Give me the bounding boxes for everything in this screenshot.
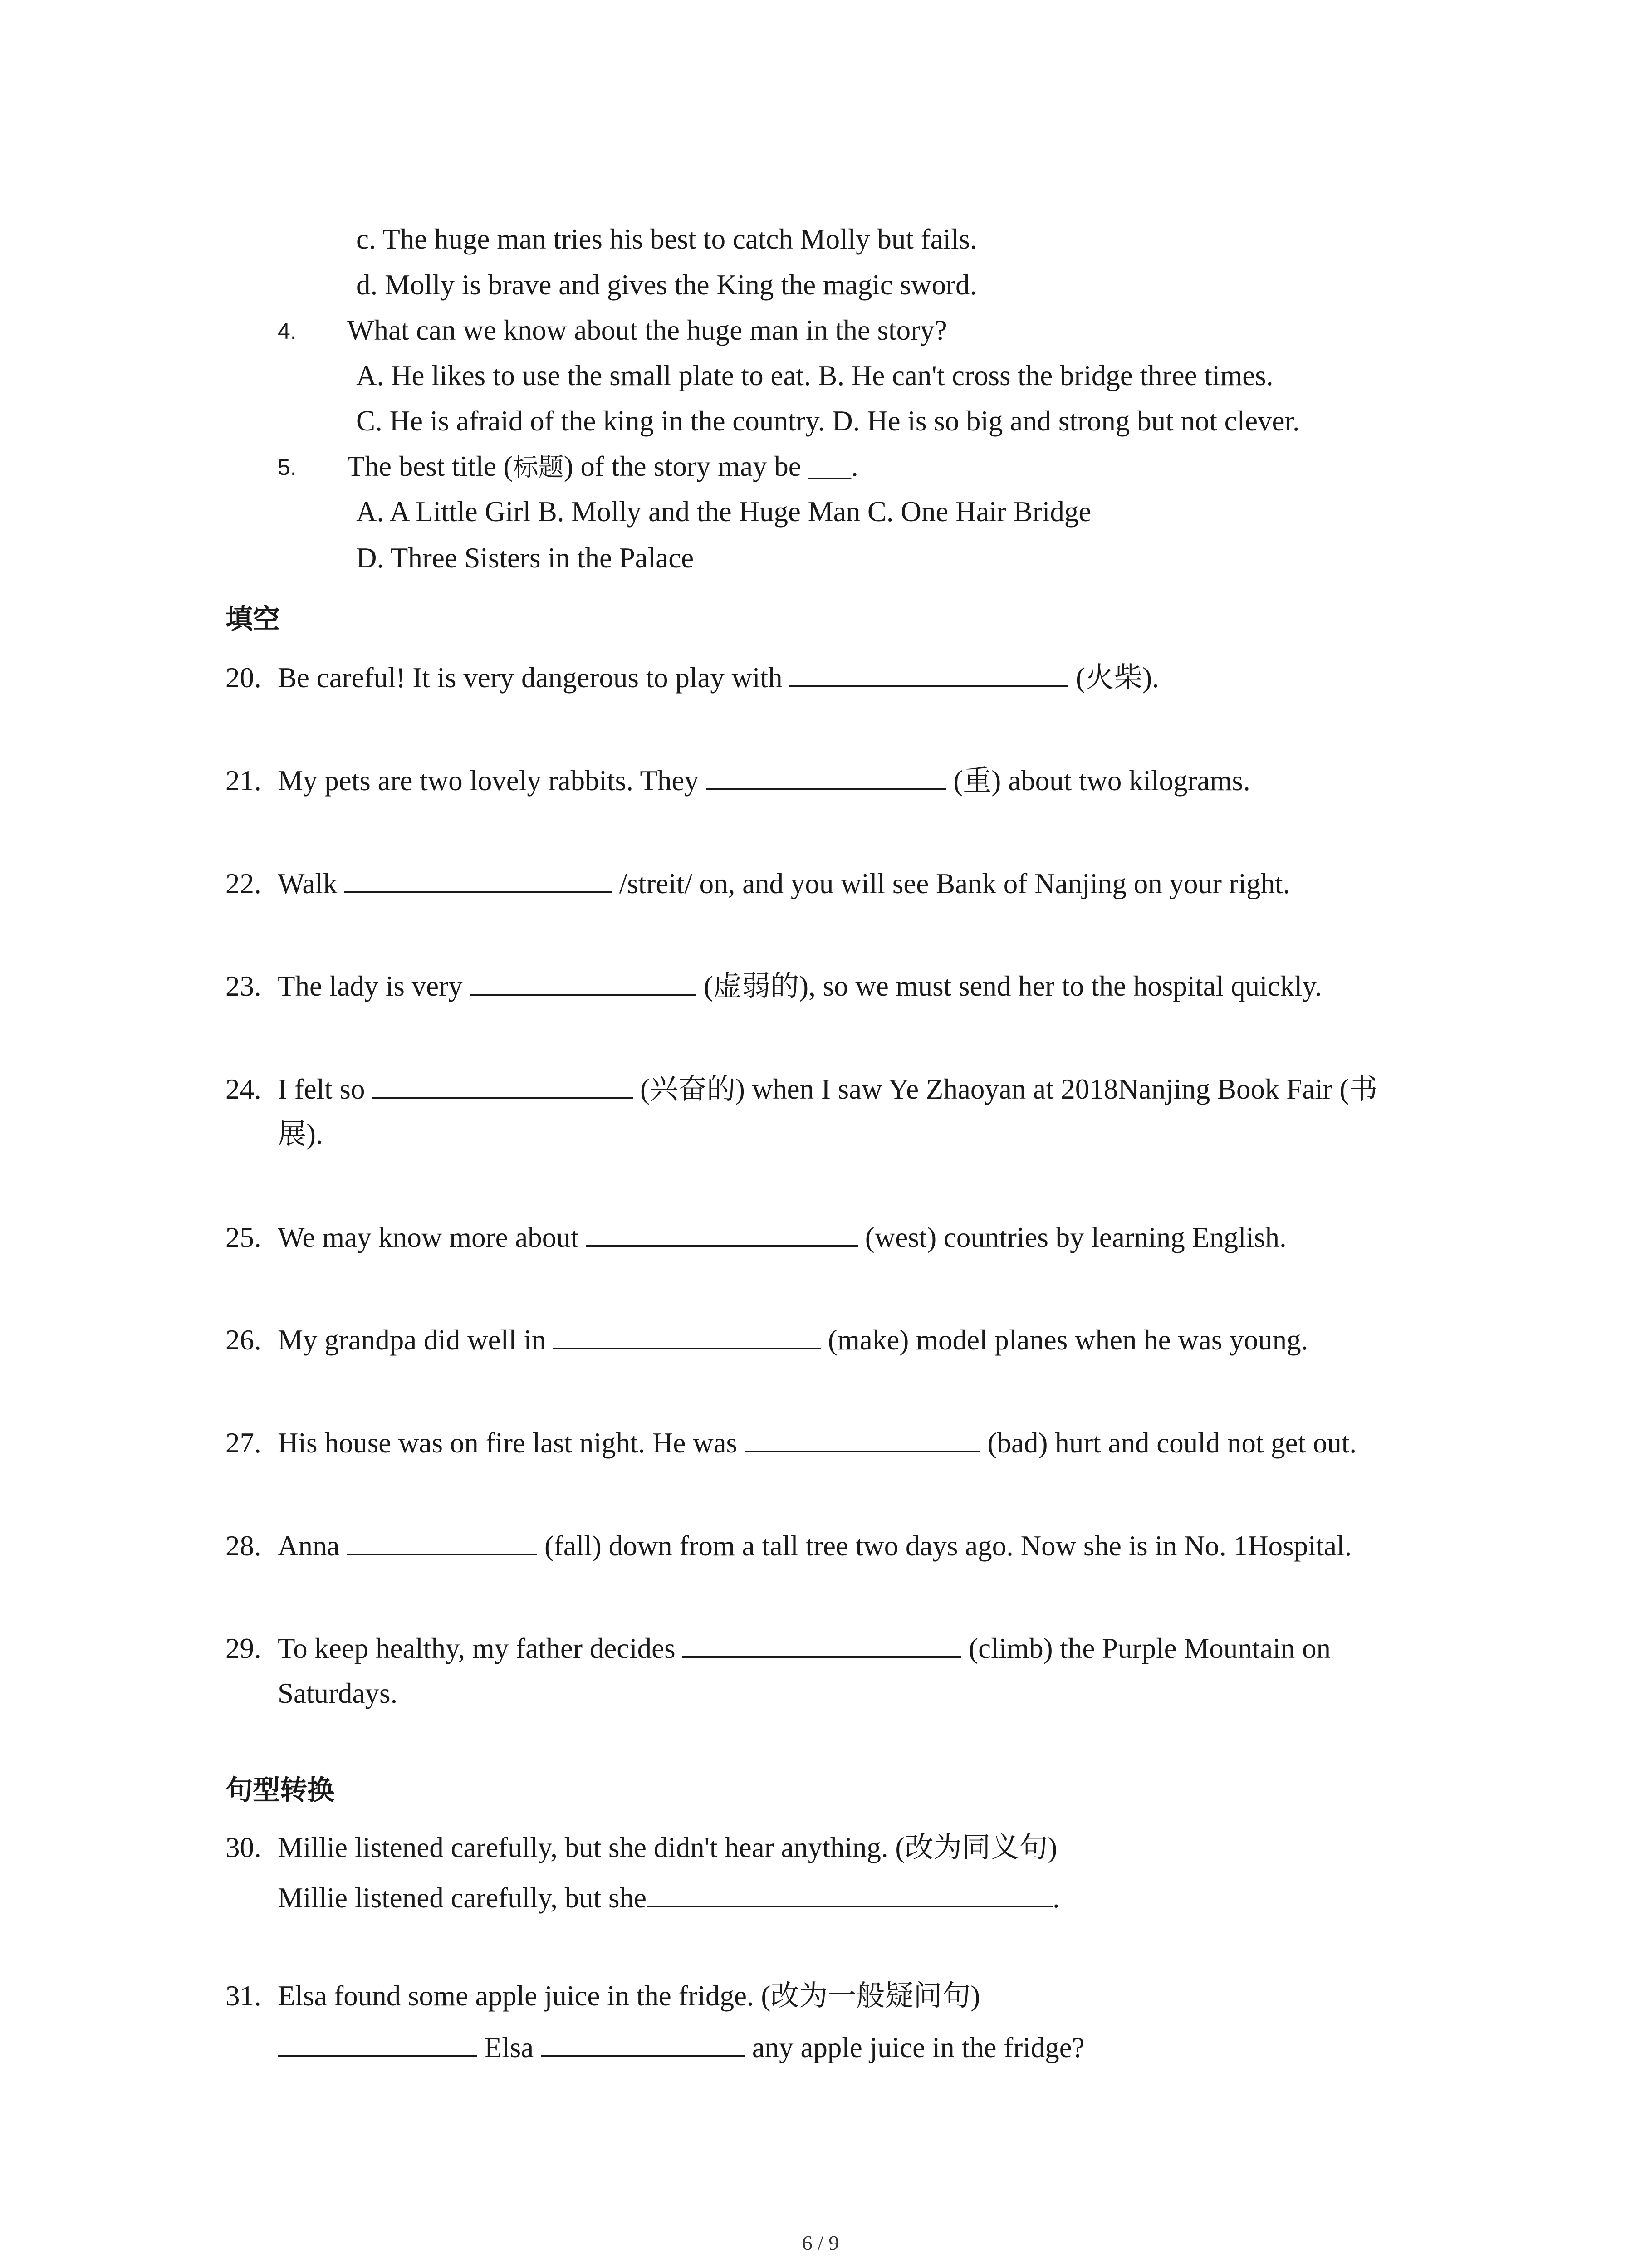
question-5-text [347,448,858,486]
question-25 [225,1219,1287,1256]
question-number: 28. [225,1530,261,1562]
question-29-continued: Saturdays. [278,1677,398,1709]
question-text: Elsa found some apple juice in the fridge. (改为一般疑问句) [278,1980,980,2012]
question-5-text-b: ) of the story may be ___. [563,450,858,482]
question-29 [225,1630,1331,1667]
answer-blank[interactable] [745,1424,980,1452]
question-hint: (虚弱的), so we must send her to the hospital quickly. [696,970,1322,1002]
question-30-answer-line [278,1879,1060,1916]
question-24 [225,1070,1377,1107]
question-number: 25. [225,1222,261,1253]
question-4-options-1: A. He likes to use the small plate to eat. B. He can't cross the bridge three times. [356,360,1274,391]
question-5-options-2: D. Three Sisters in the Palace [356,542,694,574]
page-number: 6 / 9 [802,2231,839,2254]
question-hint: (make) model planes when he was young. [821,1324,1308,1356]
question-27 [225,1424,1357,1461]
question-hint: (重) about two kilograms. [946,765,1250,797]
answer-blank[interactable] [647,1879,1053,1907]
answer-blank[interactable] [789,659,1068,687]
question-5-options-1: A. A Little Girl B. Molly and the Huge Man C. One Hair Bridge [356,496,1092,528]
question-text: Be careful! It is very dangerous to play with [278,662,783,694]
question-number: 27. [225,1427,261,1459]
question-text: The lady is very [278,970,463,1002]
question-number: 23. [225,970,261,1002]
answer-blank[interactable] [347,1527,537,1555]
question-hint: /streit/ on, and you will see Bank of Nanjing on your right. [612,868,1290,899]
question-28 [225,1527,1352,1564]
question-22 [225,865,1290,902]
question-number: 26. [225,1324,261,1356]
question-number: 21. [225,765,261,797]
question-hint: (兴奋的) when I saw Ye Zhaoyan at 2018Nanjing Book Fair (书 [633,1073,1378,1105]
option-c: c. The huge man tries his best to catch Molly but fails. [356,223,977,255]
question-text: I felt so [278,1073,365,1105]
question-text: Anna [278,1530,340,1562]
question-26 [225,1321,1308,1358]
question-hint: (fall) down from a tall tree two days ago. Now she is in No. 1Hospital. [537,1530,1352,1562]
question-30 [225,1829,1057,1866]
question-hint: (火柴). [1068,662,1159,694]
answer-blank[interactable] [344,865,612,893]
answer-blank[interactable] [470,968,696,996]
question-number: 30. [225,1832,261,1863]
answer-blank[interactable] [706,762,946,790]
answer-blank[interactable] [586,1219,858,1247]
question-31 [225,1978,980,2014]
answer-blank[interactable] [553,1321,821,1349]
question-24-continued: 展). [278,1118,323,1150]
section-heading-transform: 句型转换 [225,1774,334,1806]
question-number: 5. [278,455,297,480]
question-hint: (bad) hurt and could not get out. [980,1427,1357,1459]
question-31-answer-line [278,2029,1085,2066]
question-4-text: What can we know about the huge man in the story? [347,314,947,346]
question-5-text-cjk: 标题 [513,453,564,482]
question-20 [225,659,1159,696]
question-number: 4. [278,318,297,344]
question-hint: (west) countries by learning English. [858,1222,1287,1253]
question-5-text-a: The best title ( [347,450,513,482]
question-text: Walk [278,868,338,899]
question-text: Millie listened carefully, but she didn't hear anything. (改为同义句) [278,1832,1058,1863]
question-text: any apple juice in the fridge? [745,2032,1085,2063]
question-text: Millie listened carefully, but she [278,1882,647,1914]
section-heading-fill: 填空 [225,603,280,635]
question-text: My grandpa did well in [278,1324,546,1356]
question-number: 22. [225,868,261,899]
question-21 [225,762,1250,799]
question-number: 31. [225,1980,261,2012]
question-text: . [1052,1882,1060,1914]
question-number: 20. [225,662,261,694]
answer-blank[interactable] [682,1630,961,1658]
question-text: Elsa [477,2032,541,2063]
answer-blank[interactable] [372,1070,633,1099]
answer-blank[interactable] [541,2029,745,2057]
question-number: 29. [225,1633,261,1664]
question-text: My pets are two lovely rabbits. They [278,765,699,797]
answer-blank[interactable] [278,2029,477,2057]
question-text: To keep healthy, my father decides [278,1633,676,1664]
question-text: His house was on fire last night. He was [278,1427,738,1459]
option-d: d. Molly is brave and gives the King the magic sword. [356,269,977,301]
question-4-options-2: C. He is afraid of the king in the country. D. He is so big and strong but not clever. [356,405,1300,437]
question-text: We may know more about [278,1222,579,1253]
question-number: 24. [225,1073,261,1105]
question-23 [225,968,1322,1004]
question-hint: (climb) the Purple Mountain on [961,1633,1331,1664]
